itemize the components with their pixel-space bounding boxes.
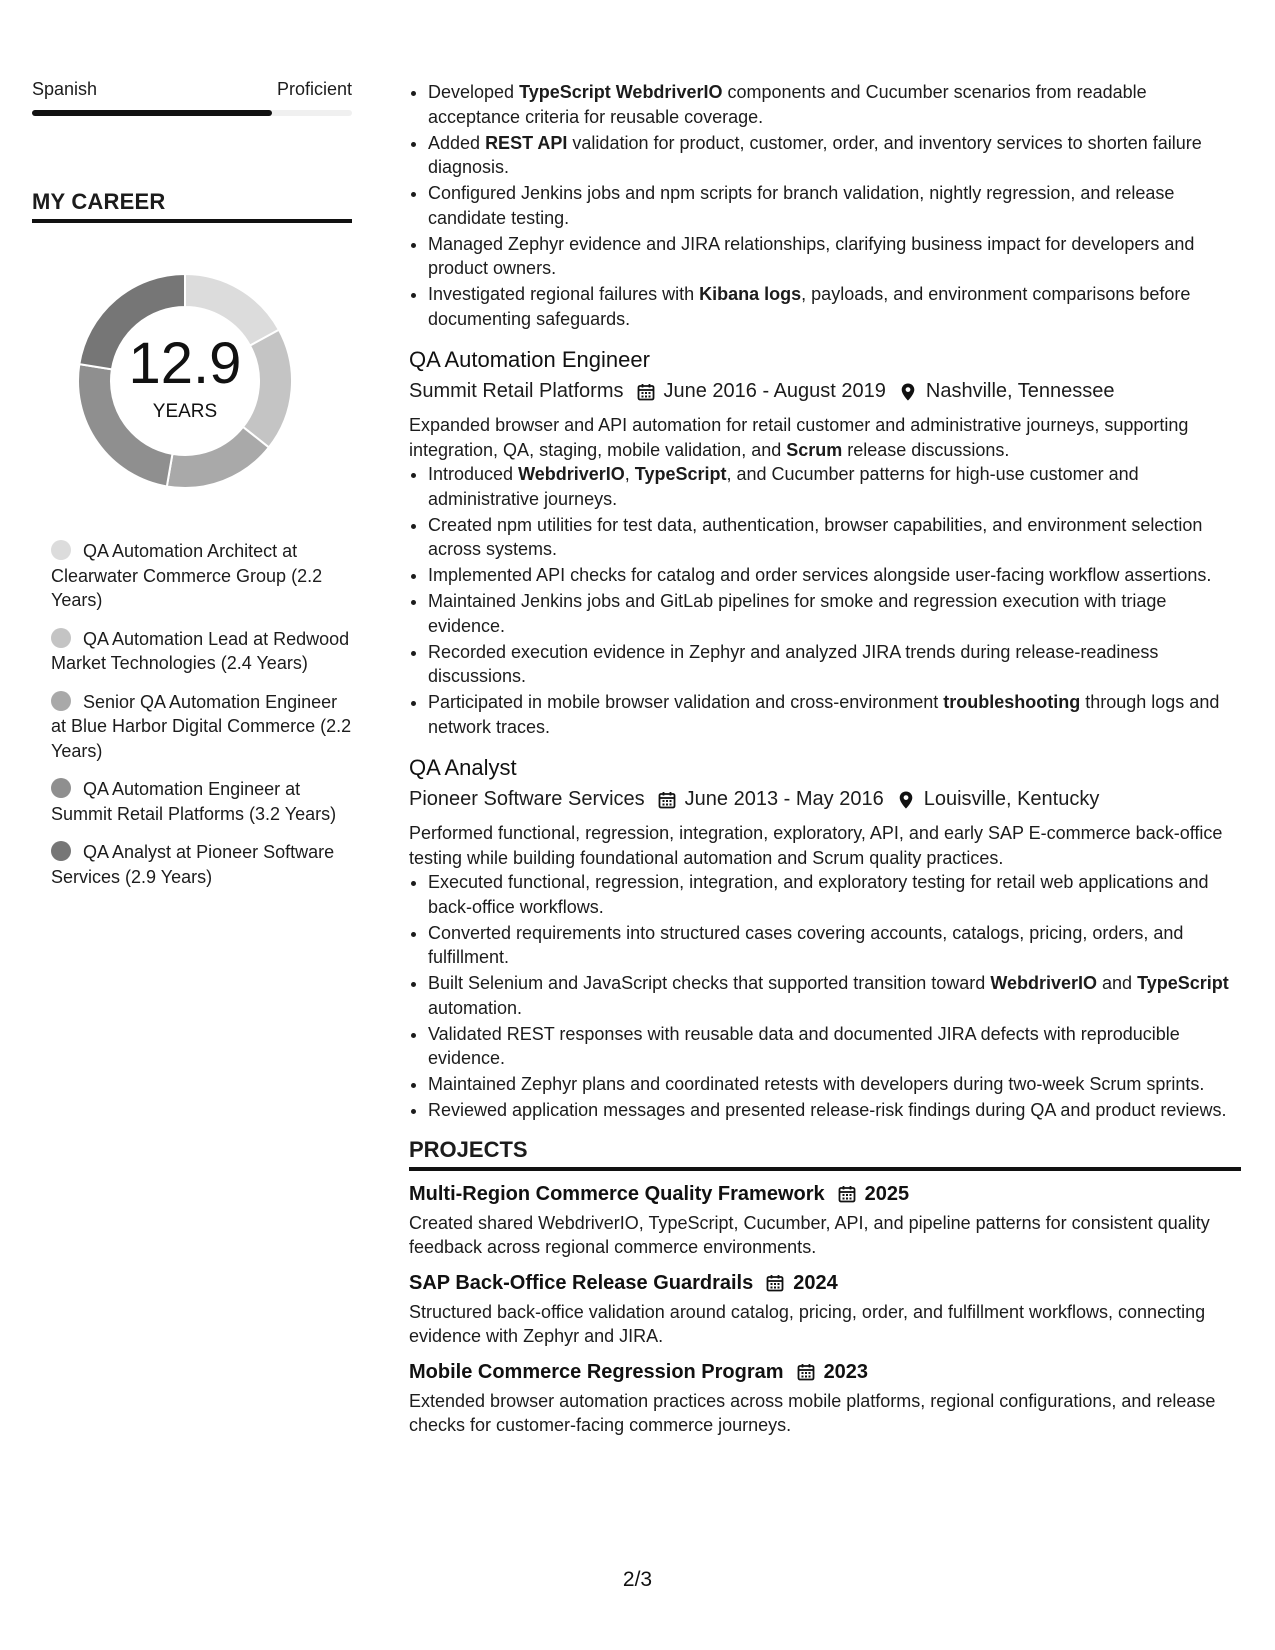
project-year: 2025 bbox=[864, 1182, 910, 1205]
bold-keyword: Scrum bbox=[786, 439, 843, 460]
job-company: Pioneer Software Services bbox=[409, 788, 645, 810]
job-meta bbox=[409, 784, 1241, 814]
bold-keyword: TypeScript bbox=[1137, 973, 1229, 993]
career-heading: MY CAREER bbox=[32, 189, 352, 223]
bold-keyword: troubleshooting bbox=[943, 692, 1081, 712]
main-content bbox=[409, 80, 1241, 1438]
bullet-item bbox=[428, 921, 1241, 970]
project-header bbox=[409, 1269, 1241, 1297]
job-entry bbox=[409, 753, 1241, 1123]
bullet-item bbox=[428, 589, 1241, 638]
text-run: , payloads, and environment comparisons before documenting safeguards. bbox=[428, 284, 1191, 329]
text-run: , bbox=[624, 464, 635, 484]
location-pin-icon bbox=[896, 789, 916, 809]
calendar-icon bbox=[657, 789, 677, 809]
legend-dot-icon bbox=[51, 540, 71, 560]
text-run: Configured Jenkins jobs and npm scripts for branch validation, nightly regression, and release candidate testing. bbox=[428, 183, 1175, 228]
language-level: Proficient bbox=[276, 79, 352, 99]
calendar-icon bbox=[837, 1184, 857, 1204]
legend-dot-icon bbox=[51, 628, 71, 648]
text-run: Performed functional, regression, integration, exploratory, API, and early SAP E-commerce back-office testing while building foundational automation and Scrum quality practices. bbox=[409, 823, 1223, 868]
bullet-item bbox=[428, 1072, 1241, 1097]
bullet-item bbox=[428, 870, 1241, 919]
career-years-unit: YEARS bbox=[152, 401, 218, 422]
job-dates: June 2013 - May 2016 bbox=[684, 788, 884, 810]
continued-job-bullets bbox=[409, 80, 1241, 331]
career-legend-label: QA Automation Engineer at Summit Retail Platforms (3.2 Years) bbox=[51, 779, 337, 824]
bold-keyword: WebdriverIO bbox=[990, 973, 1098, 993]
job-bullets bbox=[409, 870, 1241, 1123]
career-legend-item bbox=[51, 690, 352, 764]
text-run: validation for product, customer, order, and inventory services to shorten failure diagnosis. bbox=[428, 132, 1202, 177]
text-run: Implemented API checks for catalog and order services alongside user-facing workflow assertions. bbox=[428, 565, 1212, 585]
text-run: Maintained Zephyr plans and coordinated retests with developers during two-week Scrum sprints. bbox=[428, 1074, 1205, 1094]
bullet-item bbox=[428, 232, 1241, 281]
text-run: through logs and network traces. bbox=[428, 692, 1220, 737]
bullet-item bbox=[428, 181, 1241, 230]
bullet-item bbox=[428, 640, 1241, 689]
text-run: Validated REST responses with reusable data and documented JIRA defects with reproducible evidence. bbox=[428, 1023, 1180, 1068]
text-run: Expanded browser and API automation for retail customer and administrative journeys, supporting integration, QA, staging, mobile validation, and bbox=[409, 415, 1189, 460]
career-legend-label: QA Automation Lead at Redwood Market Technologies (2.4 Years) bbox=[51, 628, 350, 673]
location-pin-icon bbox=[898, 381, 918, 401]
job-title: QA Automation Engineer bbox=[409, 347, 650, 372]
project-entry bbox=[409, 1358, 1241, 1438]
career-legend-item bbox=[51, 539, 352, 613]
calendar-icon bbox=[636, 381, 656, 401]
text-run: Developed bbox=[428, 82, 520, 102]
job-location: Nashville, Tennessee bbox=[925, 380, 1115, 402]
text-run: release discussions. bbox=[842, 439, 1010, 460]
projects-heading: PROJECTS bbox=[409, 1137, 1241, 1171]
project-description: Extended browser automation practices across mobile platforms, regional configurations, and release checks for customer-facing commerce journeys. bbox=[409, 1390, 1216, 1435]
text-run: Reviewed application messages and presented release-risk findings during QA and product reviews. bbox=[428, 1100, 1227, 1120]
bullet-item bbox=[428, 80, 1241, 129]
text-run: Built Selenium and JavaScript checks that supported transition toward bbox=[428, 973, 991, 993]
job-bullets bbox=[409, 462, 1241, 739]
text-run: , and Cucumber patterns for high-use customer and administrative journeys. bbox=[428, 464, 1139, 509]
project-entry bbox=[409, 1269, 1241, 1349]
career-legend-label: Senior QA Automation Engineer at Blue Harbor Digital Commerce (2.2 Years) bbox=[51, 691, 352, 761]
text-run: Added bbox=[428, 132, 486, 153]
bullet-item bbox=[428, 690, 1241, 739]
projects-list bbox=[409, 1180, 1241, 1438]
career-legend-label: QA Analyst at Pioneer Software Services (2.9 Years) bbox=[51, 842, 335, 887]
bullet-item bbox=[428, 131, 1241, 180]
bold-keyword: WebdriverIO bbox=[518, 464, 625, 484]
job-description bbox=[409, 821, 1241, 870]
text-run: components and Cucumber scenarios from readable acceptance criteria for reusable coverage. bbox=[428, 82, 1147, 127]
bullet-item bbox=[428, 282, 1241, 331]
career-donut-chart bbox=[65, 261, 305, 501]
text-run: Maintained Jenkins jobs and GitLab pipelines for smoke and regression execution with triage evidence. bbox=[428, 591, 1167, 636]
career-legend-item bbox=[51, 777, 352, 826]
text-run: Managed Zephyr evidence and JIRA relationships, clarifying business impact for developers and product owners. bbox=[428, 233, 1195, 278]
job-company: Summit Retail Platforms bbox=[409, 380, 624, 402]
career-legend-item bbox=[51, 840, 352, 889]
language-progress-fill bbox=[32, 110, 272, 116]
job-dates: June 2016 - August 2019 bbox=[663, 380, 886, 402]
project-description: Created shared WebdriverIO, TypeScript, Cucumber, API, and pipeline patterns for consistent quality feedback across regional commerce environments. bbox=[409, 1212, 1210, 1257]
calendar-icon bbox=[796, 1362, 816, 1382]
language-progress-bar bbox=[32, 110, 352, 116]
experience-list bbox=[409, 345, 1241, 1123]
legend-dot-icon bbox=[51, 778, 71, 798]
text-run: Introduced bbox=[428, 464, 519, 484]
text-run: automation. bbox=[428, 997, 523, 1018]
text-run: and bbox=[1097, 973, 1138, 993]
project-description: Structured back-office validation around catalog, pricing, order, and fulfillment workflows, connecting evidence with Zephyr and JIRA. bbox=[409, 1301, 1206, 1346]
sidebar bbox=[32, 78, 352, 903]
donut-slice-3 bbox=[167, 427, 269, 488]
job-title: QA Analyst bbox=[409, 755, 517, 780]
project-header bbox=[409, 1180, 1241, 1208]
bullet-item bbox=[428, 1022, 1241, 1071]
text-run: Created npm utilities for test data, authentication, browser capabilities, and environment selection across systems. bbox=[428, 514, 1203, 559]
bold-keyword: TypeScript bbox=[634, 464, 727, 484]
career-total-years: 12.9 bbox=[128, 331, 242, 396]
language-name: Spanish bbox=[32, 79, 98, 99]
job-entry bbox=[409, 345, 1241, 739]
legend-dot-icon bbox=[51, 841, 71, 861]
job-description bbox=[409, 413, 1241, 462]
career-legend-label: QA Automation Architect at Clearwater Commerce Group (2.2 Years) bbox=[51, 541, 323, 610]
text-run: Executed functional, regression, integration, and exploratory testing for retail web applications and back-office workflows. bbox=[428, 872, 1209, 917]
bold-keyword: REST API bbox=[485, 132, 568, 153]
career-legend-item bbox=[51, 627, 352, 676]
language-skill bbox=[32, 78, 352, 116]
calendar-icon bbox=[765, 1273, 785, 1293]
project-title: SAP Back-Office Release Guardrails bbox=[409, 1271, 754, 1294]
text-run: Recorded execution evidence in Zephyr and analyzed JIRA trends during release-readiness discussions. bbox=[428, 641, 1159, 686]
project-header bbox=[409, 1358, 1241, 1386]
project-year: 2023 bbox=[823, 1360, 869, 1383]
bullet-item bbox=[428, 462, 1241, 511]
bullet-item bbox=[428, 1098, 1241, 1123]
page-number: 2/3 bbox=[622, 1568, 653, 1591]
project-title: Mobile Commerce Regression Program bbox=[409, 1360, 784, 1383]
legend-dot-icon bbox=[51, 691, 71, 711]
bullet-item bbox=[428, 971, 1241, 1020]
bullet-item bbox=[428, 513, 1241, 562]
text-run: Converted requirements into structured cases covering accounts, catalogs, pricing, orders, and fulfillment. bbox=[428, 922, 1184, 967]
bold-keyword: Kibana logs bbox=[699, 284, 802, 304]
text-run: Participated in mobile browser validation and cross-environment bbox=[428, 692, 944, 712]
text-run: Investigated regional failures with bbox=[428, 284, 700, 304]
project-year: 2024 bbox=[793, 1271, 838, 1294]
bold-keyword: TypeScript WebdriverIO bbox=[519, 82, 723, 102]
project-entry bbox=[409, 1180, 1241, 1260]
job-location: Louisville, Kentucky bbox=[923, 788, 1100, 810]
job-meta bbox=[409, 376, 1241, 406]
career-legend bbox=[32, 539, 352, 889]
bullet-item bbox=[428, 563, 1241, 588]
project-title: Multi-Region Commerce Quality Framework bbox=[409, 1182, 825, 1205]
